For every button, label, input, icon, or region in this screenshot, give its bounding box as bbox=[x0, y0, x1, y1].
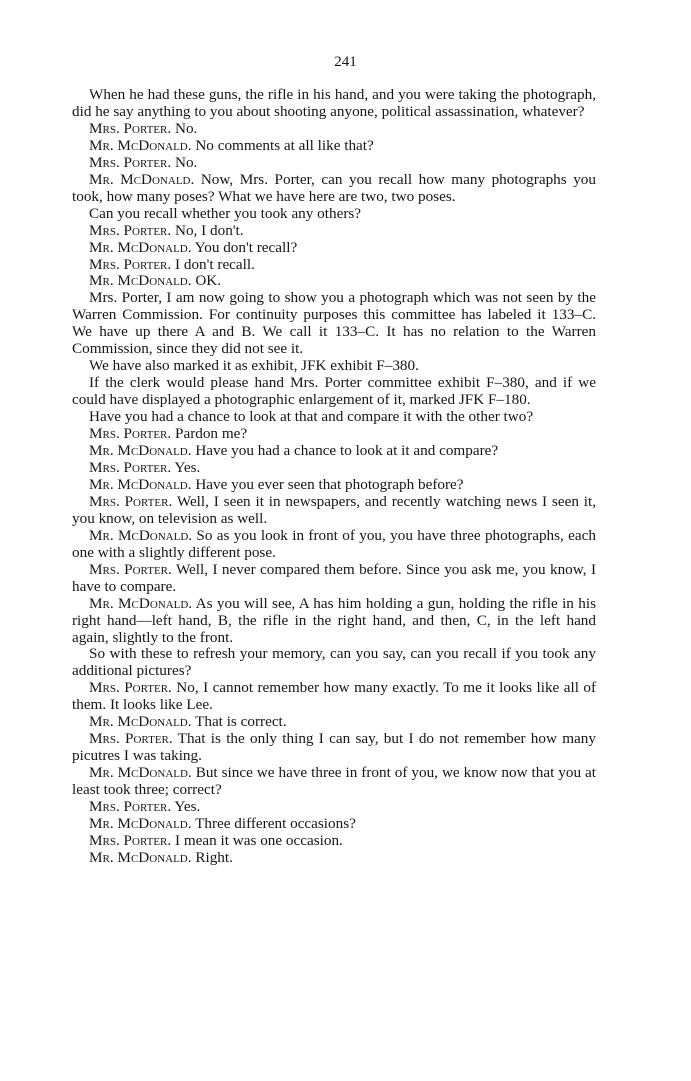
speaker-name: Mrs. Porter. bbox=[89, 153, 172, 171]
speaker-name: Mr. McDonald. bbox=[89, 713, 192, 731]
transcript-paragraph bbox=[72, 375, 596, 409]
paragraph-text: When he had these guns, the rifle in his hand, and you were taking the photograph, did he say anything to you about shooting anyone, political assassination, whatever? bbox=[72, 86, 596, 120]
speaker-name: Mr. McDonald. bbox=[89, 526, 193, 544]
speaker-name: Mrs. Porter. bbox=[89, 425, 172, 443]
transcript-paragraph bbox=[72, 731, 596, 765]
speaker-name: Mrs. Porter. bbox=[89, 831, 172, 849]
paragraph-text: No comments at all like that? bbox=[191, 136, 374, 154]
paragraph-text: Yes. bbox=[171, 458, 201, 476]
paragraph-text: You don't recall? bbox=[191, 238, 298, 256]
speaker-name: Mr. McDonald. bbox=[89, 170, 195, 188]
speaker-name: Mrs. Porter. bbox=[89, 798, 172, 816]
speaker-name: Mr. McDonald. bbox=[89, 136, 192, 154]
transcript-paragraph bbox=[72, 358, 596, 375]
paragraph-text: No, I cannot remember how many exactly. To me it looks like all of them. It looks like Lee. bbox=[72, 679, 596, 714]
transcript-paragraph bbox=[72, 528, 596, 562]
speaker-name: Mrs. Porter. bbox=[89, 560, 172, 578]
paragraph-text: Have you ever seen that photograph before? bbox=[191, 475, 464, 493]
transcript-paragraph bbox=[72, 409, 596, 426]
paragraph-text: That is the only thing I can say, but I do not remember how many picutres I was taking. bbox=[72, 730, 596, 765]
paragraph-text: That is correct. bbox=[191, 713, 287, 731]
paragraph-text: So with these to refresh your memory, can you say, can you recall if you took any additional pictures? bbox=[72, 645, 596, 680]
speaker-name: Mrs. Porter. bbox=[89, 730, 173, 748]
transcript-paragraph bbox=[72, 562, 596, 596]
speaker-name: Mr. McDonald. bbox=[89, 272, 192, 290]
paragraph-text: Mrs. Porter, I am now going to show you a photograph which was not seen by the Warren Commission. For continuity purposes this committee has labeled it 133–C. We have up there A and B. We call it 133–C. It has no relation to the Warren Commission, since they did not see it. bbox=[72, 289, 596, 358]
transcript-paragraph bbox=[72, 138, 596, 155]
speaker-name: Mrs. Porter. bbox=[89, 221, 172, 239]
transcript-paragraph bbox=[72, 240, 596, 257]
transcript-paragraph bbox=[72, 596, 596, 647]
paragraph-text: Three different occasions? bbox=[191, 814, 356, 832]
transcript-paragraph bbox=[72, 257, 596, 274]
transcript-paragraph bbox=[72, 765, 596, 799]
speaker-name: Mrs. Porter. bbox=[89, 255, 172, 273]
paragraph-text: If the clerk would please hand Mrs. Porter committee exhibit F–380, and if we could have displayed a photographic enlargement of it, marked JFK F–180. bbox=[72, 374, 596, 409]
transcript-paragraph bbox=[72, 646, 596, 680]
paragraph-text: But since we have three in front of you, we know now that you at least took three; correct? bbox=[72, 764, 596, 799]
speaker-name: Mr. McDonald. bbox=[89, 764, 192, 782]
transcript-paragraph bbox=[72, 206, 596, 223]
transcript-paragraph bbox=[72, 426, 596, 443]
transcript-paragraph bbox=[72, 799, 596, 816]
paragraph-text: As you will see, A has him holding a gun, holding the rifle in his right hand—left hand, B, the rifle in the right hand, and then, C, in the left hand again, slightly to the front. bbox=[72, 594, 596, 646]
speaker-name: Mr. McDonald. bbox=[89, 848, 192, 866]
transcript-paragraph bbox=[72, 121, 596, 138]
paragraph-text: No. bbox=[171, 119, 198, 137]
transcript-paragraph bbox=[72, 273, 596, 290]
paragraph-text: I mean it was one occasion. bbox=[171, 831, 343, 849]
paragraph-text: Now, Mrs. Porter, can you recall how many photographs you took, how many poses? What we have here are two, two poses. bbox=[72, 170, 596, 205]
paragraph-text: Can you recall whether you took any others? bbox=[89, 204, 362, 222]
speaker-name: Mr. McDonald. bbox=[89, 475, 192, 493]
paragraph-text: Right. bbox=[191, 848, 233, 866]
speaker-name: Mr. McDonald. bbox=[89, 442, 192, 460]
transcript-paragraph bbox=[72, 680, 596, 714]
transcript-paragraph bbox=[72, 172, 596, 206]
paragraph-text: No, I don't. bbox=[171, 221, 244, 239]
paragraph-text: Well, I never compared them before. Since you ask me, you know, I have to compare. bbox=[72, 560, 596, 595]
paragraph-text: Yes. bbox=[171, 798, 201, 816]
paragraph-text: So as you look in front of you, you have three photographs, each one with a slightly different pose. bbox=[72, 526, 596, 561]
paragraph-text: Well, I seen it in newspapers, and recently watching news I seen it, you know, on television as well. bbox=[72, 492, 596, 527]
speaker-name: Mr. McDonald. bbox=[89, 594, 193, 612]
transcript-body bbox=[72, 87, 596, 867]
transcript-paragraph bbox=[72, 460, 596, 477]
speaker-name: Mr. McDonald. bbox=[89, 814, 192, 832]
speaker-name: Mrs. Porter. bbox=[89, 492, 173, 510]
transcript-paragraph bbox=[72, 223, 596, 240]
paragraph-text: We have also marked it as exhibit, JFK exhibit F–380. bbox=[89, 357, 419, 375]
transcript-paragraph bbox=[72, 477, 596, 494]
transcript-paragraph bbox=[72, 290, 596, 358]
transcript-paragraph bbox=[72, 714, 596, 731]
speaker-name: Mr. McDonald. bbox=[89, 238, 192, 256]
page-number: 241 bbox=[334, 54, 357, 70]
speaker-name: Mrs. Porter. bbox=[89, 679, 172, 697]
paragraph-text: Pardon me? bbox=[171, 425, 248, 443]
speaker-name: Mrs. Porter. bbox=[89, 119, 172, 137]
paragraph-text: OK. bbox=[191, 272, 222, 290]
transcript-paragraph bbox=[72, 494, 596, 528]
paragraph-text: Have you had a chance to look at that and compare it with the other two? bbox=[89, 408, 534, 426]
paragraph-text: Have you had a chance to look at it and compare? bbox=[191, 442, 499, 460]
transcript-paragraph bbox=[72, 850, 596, 867]
transcript-paragraph bbox=[72, 155, 596, 172]
transcript-paragraph bbox=[72, 833, 596, 850]
transcript-paragraph bbox=[72, 87, 596, 121]
paragraph-text: I don't recall. bbox=[171, 255, 255, 273]
paragraph-text: No. bbox=[171, 153, 198, 171]
transcript-paragraph bbox=[72, 443, 596, 460]
speaker-name: Mrs. Porter. bbox=[89, 458, 172, 476]
transcript-paragraph bbox=[72, 816, 596, 833]
